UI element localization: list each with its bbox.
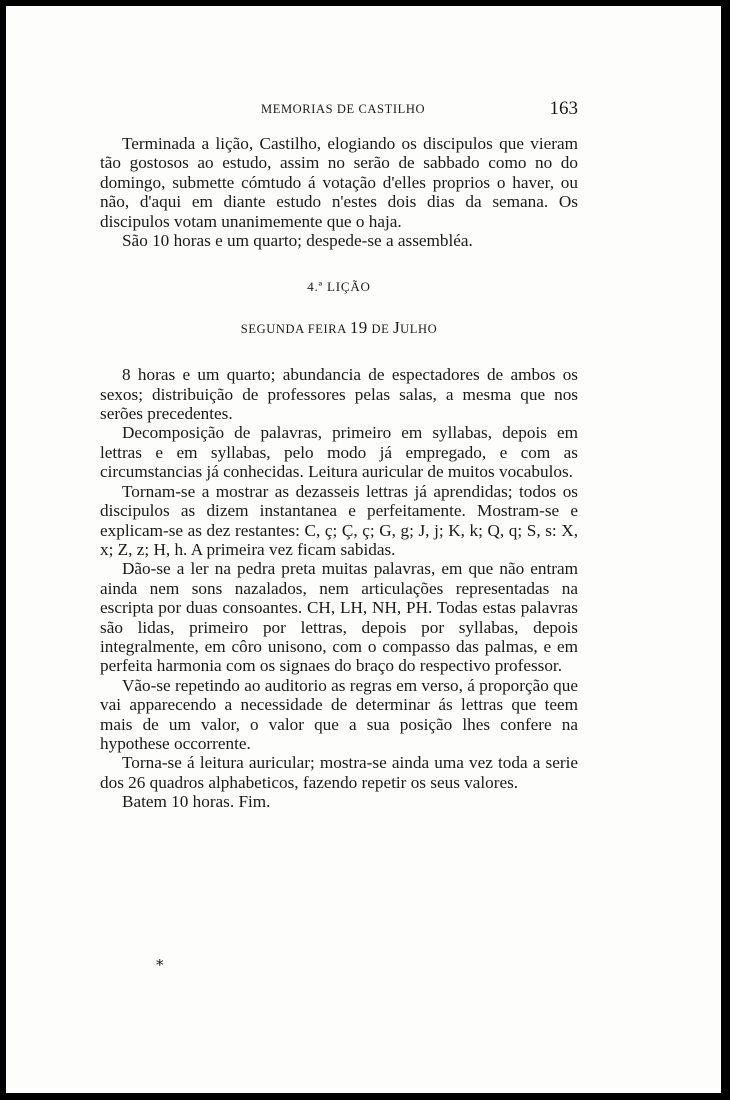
paragraph: Torna-se á leitura auricular; mostra-se ainda uma vez toda a serie dos 26 quadros alphabeticos, fazendo repetir os seus valores.: [100, 753, 578, 792]
date-month-rest: ULHO: [400, 321, 438, 336]
footnote-asterisk: *: [156, 956, 164, 974]
paragraph: Terminada a lição, Castilho, elogiando os discipulos que vieram tão gostosos ao estudo, assim no serão de sabbado como no do domingo, submette cómtudo á votação d'elles proprios o haver, ou não, d'aqui em diante estudo n'estes dois dias da semana. Os discipulos votam unanimemente que o haja.: [100, 134, 578, 231]
running-head: [106, 100, 578, 122]
paragraph: Dão-se a ler na pedra preta muitas palavras, em que não entram ainda nem sons nazalados, nem articulações representadas na escripta por duas consoantes. CH, LH, NH, PH. Todas estas palavras são lidas, primeiro por lettras, depois por syllabas, depois integralmente, em côro unisono, com o compasso das palmas, e em perfeita harmonia com os signaes do braço do respectivo professor.: [100, 559, 578, 676]
date-heading: [100, 318, 578, 339]
paragraph: Tornam-se a mostrar as dezasseis lettras já aprendidas; todos os discipulos as dizem instantanea e perfeitamente. Mostram-se e explicam-se as dez restantes: C, ç; Ç, ç; G, g; J, j; K, k; Q, q; S, s: X, x; Z, z; H, h. A primeira vez ficam sabidas.: [100, 481, 578, 559]
paragraph: 8 horas e um quarto; abundancia de espectadores de ambos os sexos; distribuição de professores pelas salas, a mesma que nos serões precedentes.: [100, 365, 578, 424]
paragraph: Vão-se repetindo ao auditorio as regras em verso, á proporção que vai apparecendo a necessidade de determinar ás lettras que teem mais de um valor, o valor que a sua posição lhes confere na hypothese occorrente.: [100, 675, 578, 753]
paragraph: Batem 10 horas. Fim.: [122, 792, 271, 812]
date-preposition: DE: [371, 321, 390, 336]
page-number: 163: [549, 98, 578, 119]
book-page: [6, 6, 721, 1093]
lesson-heading: 4.ª LIÇÃO: [307, 279, 371, 295]
running-title: MEMORIAS DE CASTILHO: [261, 102, 426, 116]
date-day: 19: [349, 317, 368, 337]
body-text: [100, 134, 578, 812]
paragraph: Decomposição de palavras, primeiro em syllabas, depois em lettras e em syllabas, pelo modo já empregado, e com as circumstancias já conhecidas. Leitura auricular de muitos vocabulos.: [100, 423, 578, 482]
date-weekday: SEGUNDA FEIRA: [240, 321, 347, 336]
paragraph: São 10 horas e um quarto; despede-se a assembléa.: [122, 231, 473, 251]
date-month-initial: J: [393, 317, 401, 337]
